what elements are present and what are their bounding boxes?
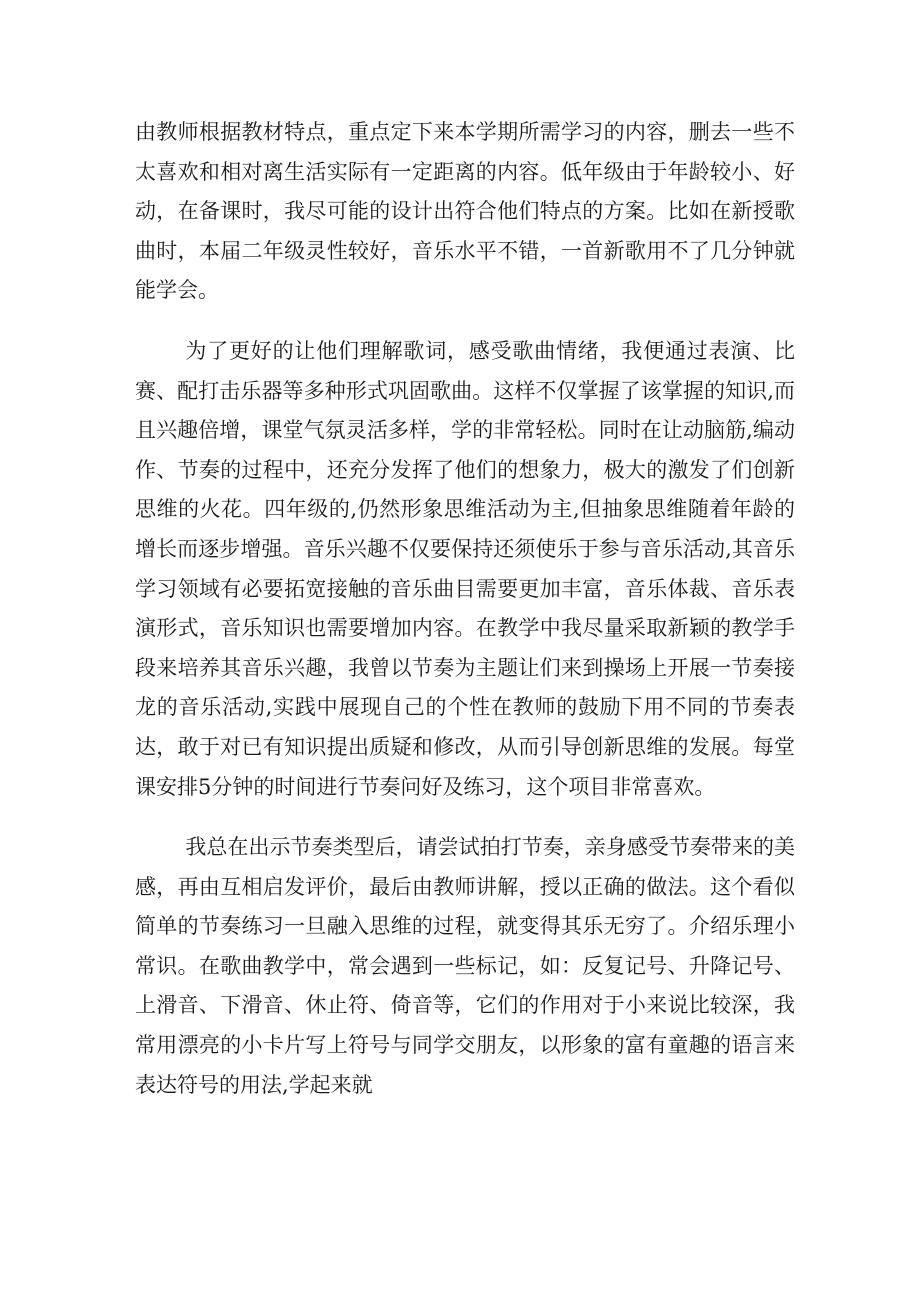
- paragraph-3: 我总在出示节奏类型后，请尝试拍打节奏，亲身感受节奏带来的美感，再由互相启发评价，最后由教师讲解，授以正确的做法。这个看似简单的节奏练习一旦融入思维的过程，就变得其乐无穷了。介绍乐理小常识。在歌曲教学中，常会遇到一些标记，如：反复记号、升降记号、上滑音、下滑音、休止符、倚音等，它们的作用对于小来说比较深，我常用漂亮的小卡片写上符号与同学交朋友，以形象的富有童趣的语言来表达符号的用法,学起来就: [135, 835, 795, 1097]
- paragraph-2: 为了更好的让他们理解歌词，感受歌曲情绪，我便通过表演、比赛、配打击乐器等多种形式巩固歌曲。这样不仅掌握了该掌握的知识,而且兴趣倍增，课堂气氛灵活多样，学的非常轻松。同时在让动脑筋,编动作、节奏的过程中，还充分发挥了他们的想象力，极大的激发了们创新思维的火花。四年级的,仍然形象思维活动为主,但抽象思维随着年龄的增长而逐步增强。音乐兴趣不仅要保持还须使乐于参与音乐活动,其音乐学习领域有必要拓宽接触的音乐曲目需要更加丰富，音乐体裁、音乐表演形式，音乐知识也需要增加内容。在教学中我尽量采取新颖的教学手段来培养其音乐兴趣，我曾以节奏为主题让们来到操场上开展一节奏接龙的音乐活动,实践中展现自己的个性在教师的鼓励下用不同的节奏表达，敢于对已有知识提出质疑和修改，从而引导创新思维的发展。每堂课安排5分钟的时间进行节奏问好及练习，这个项目非常喜欢。: [135, 338, 795, 799]
- document-body: [135, 113, 795, 1105]
- paragraph-1: 由教师根据教材特点，重点定下来本学期所需学习的内容，删去一些不太喜欢和相对离生活实际有一定距离的内容。低年级由于年龄较小、好动，在备课时，我尽可能的设计出符合他们特点的方案。比如在新授歌曲时，本届二年级灵性较好，音乐水平不错，一首新歌用不了几分钟就能学会。: [135, 120, 795, 303]
